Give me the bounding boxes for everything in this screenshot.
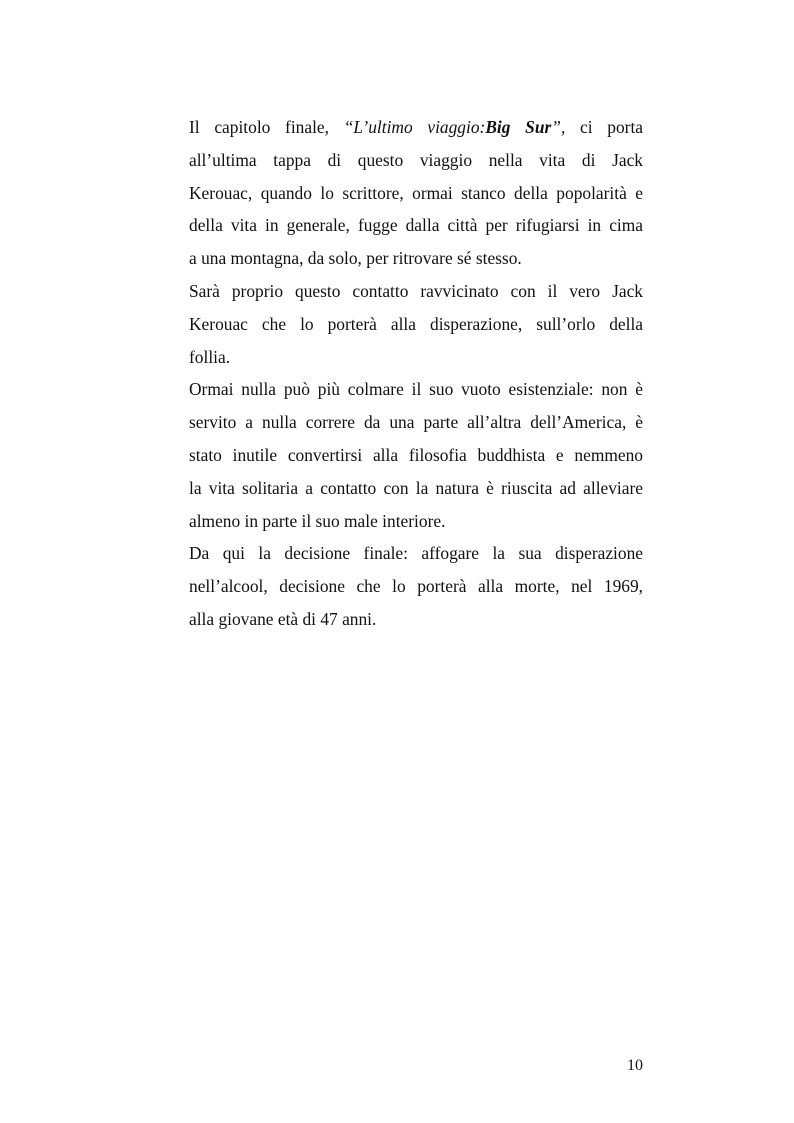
text-run: , ci porta [560, 117, 644, 137]
text-line [189, 275, 643, 308]
text-run: della vita in generale, fugge dalla città per rifugiarsi in cima [189, 215, 643, 236]
bold-italic-run: Big Sur [485, 117, 552, 137]
text-run: Kerouac che lo porterà alla disperazione, sull’orlo della [189, 313, 643, 334]
text-line [189, 406, 643, 439]
paragraph [189, 275, 643, 373]
italic-run: “L’ultimo viaggio: [343, 117, 486, 137]
text-run: Da qui la decisione finale: affogare la sua disperazione [189, 543, 643, 564]
paragraph [189, 373, 643, 537]
text-run: all’ultima tappa di questo viaggio nella vita di Jack [189, 149, 643, 170]
text-run: Il capitolo finale, [189, 117, 344, 137]
text-line [189, 209, 643, 242]
text-run: nell’alcool, decisione che lo porterà alla morte, nel 1969, [189, 576, 643, 597]
paragraph [189, 111, 643, 275]
text-run: alla giovane età di 47 anni. [189, 608, 377, 629]
body-text [189, 111, 643, 636]
text-line [189, 177, 643, 210]
text-line [189, 144, 643, 177]
text-run: follia. [189, 346, 231, 367]
text-line [189, 570, 643, 603]
italic-run: ” [551, 117, 561, 137]
paragraph [189, 537, 643, 635]
text-line [189, 308, 643, 341]
text-run: la vita solitaria a contatto con la natura è riuscita ad alleviare [189, 477, 643, 498]
text-line [189, 373, 643, 406]
page-number: 10 [627, 1057, 643, 1074]
text-line [189, 472, 643, 505]
text-line [189, 505, 643, 538]
text-run: Ormai nulla può più colmare il suo vuoto esistenziale: non è [189, 379, 643, 400]
text-run: stato inutile convertirsi alla filosofia buddhista e nemmeno [189, 444, 643, 465]
text-line [189, 439, 643, 472]
text-run: a una montagna, da solo, per ritrovare sé stesso. [189, 248, 522, 269]
text-run: almeno in parte il suo male interiore. [189, 510, 446, 531]
text-line [189, 341, 643, 374]
text-run: servito a nulla correre da una parte all’altra dell’America, è [189, 412, 643, 433]
text-line [189, 111, 643, 144]
text-run: Sarà proprio questo contatto ravvicinato con il vero Jack [189, 280, 643, 301]
text-line [189, 603, 643, 636]
text-line [189, 242, 643, 275]
text-run: Kerouac, quando lo scrittore, ormai stanco della popolarità e [189, 182, 643, 203]
text-line [189, 537, 643, 570]
